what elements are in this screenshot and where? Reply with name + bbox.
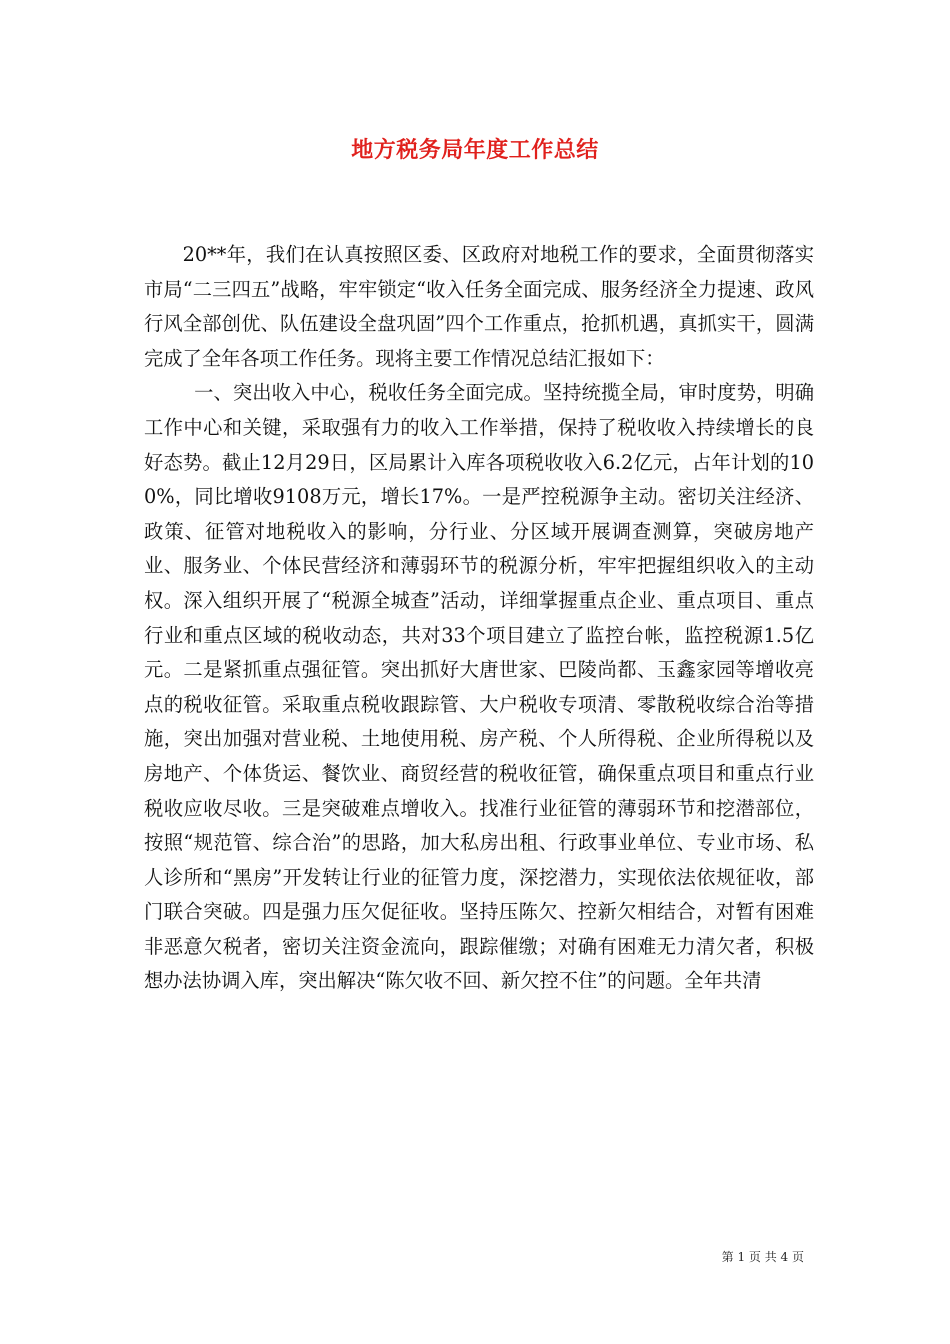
page-number: 第 1 页 共 4 页 <box>721 1250 804 1264</box>
document-body <box>144 238 814 999</box>
intro-paragraph: 20**年，我们在认真按照区委、区政府对地税工作的要求，全面贯彻落实市局“二三四五”战略，牢牢锁定“收入任务全面完成、服务经济全力提速、政风行风全部创优、队伍建设全盘巩固”四个工作重点，抢抓机遇，真抓实干，圆满完成了全年各项工作任务。现将主要工作情况总结汇报如下： <box>144 243 814 370</box>
section-one-paragraph: 一、突出收入中心，税收任务全面完成。坚持统揽全局，审时度势，明确工作中心和关键，采取强有力的收入工作举措，保持了税收收入持续增长的良好态势。截止12月29日，区局累计入库各项税收收入6.2亿元，占年计划的100%，同比增收9108万元，增长17%。一是严控税源争主动。密切关注经济、政策、征管对地税收入的影响，分行业、分区域开展调查测算，突破房地产业、服务业、个体民营经济和薄弱环节的税源分析，牢牢把握组织收入的主动权。深入组织开展了“税源全城查”活动，详细掌握重点企业、重点项目、重点行业和重点区域的税收动态，共对33个项目建立了监控台帐，监控税源1.5亿元。二是紧抓重点强征管。突出抓好大唐世家、巴陵尚都、玉鑫家园等增收亮点的税收征管。采取重点税收跟踪管、大户税收专项清、零散税收综合治等措施，突出加强对营业税、土地使用税、房产税、个人所得税、企业所得税以及房地产、个体货运、餐饮业、商贸经营的税收征管，确保重点项目和重点行业税收应收尽收。三是突破难点增收入。找准行业征管的薄弱环节和挖潜部位，按照“规范管、综合治”的思路，加大私房出租、行政事业单位、专业市场、私人诊所和“黑房”开发转让行业的征管力度，深挖潜力，实现依法依规征收，部门联合突破。四是强力压欠促征收。坚持压陈欠、控新欠相结合，对暂有困难非恶意欠税者，密切关注资金流向，跟踪催缴；对确有困难无力清欠者，积极想办法协调入库，突出解决“陈欠收不回、新欠控不住”的问题。全年共清 <box>144 381 814 993</box>
document-title: 地方税务局年度工作总结 <box>351 137 599 163</box>
